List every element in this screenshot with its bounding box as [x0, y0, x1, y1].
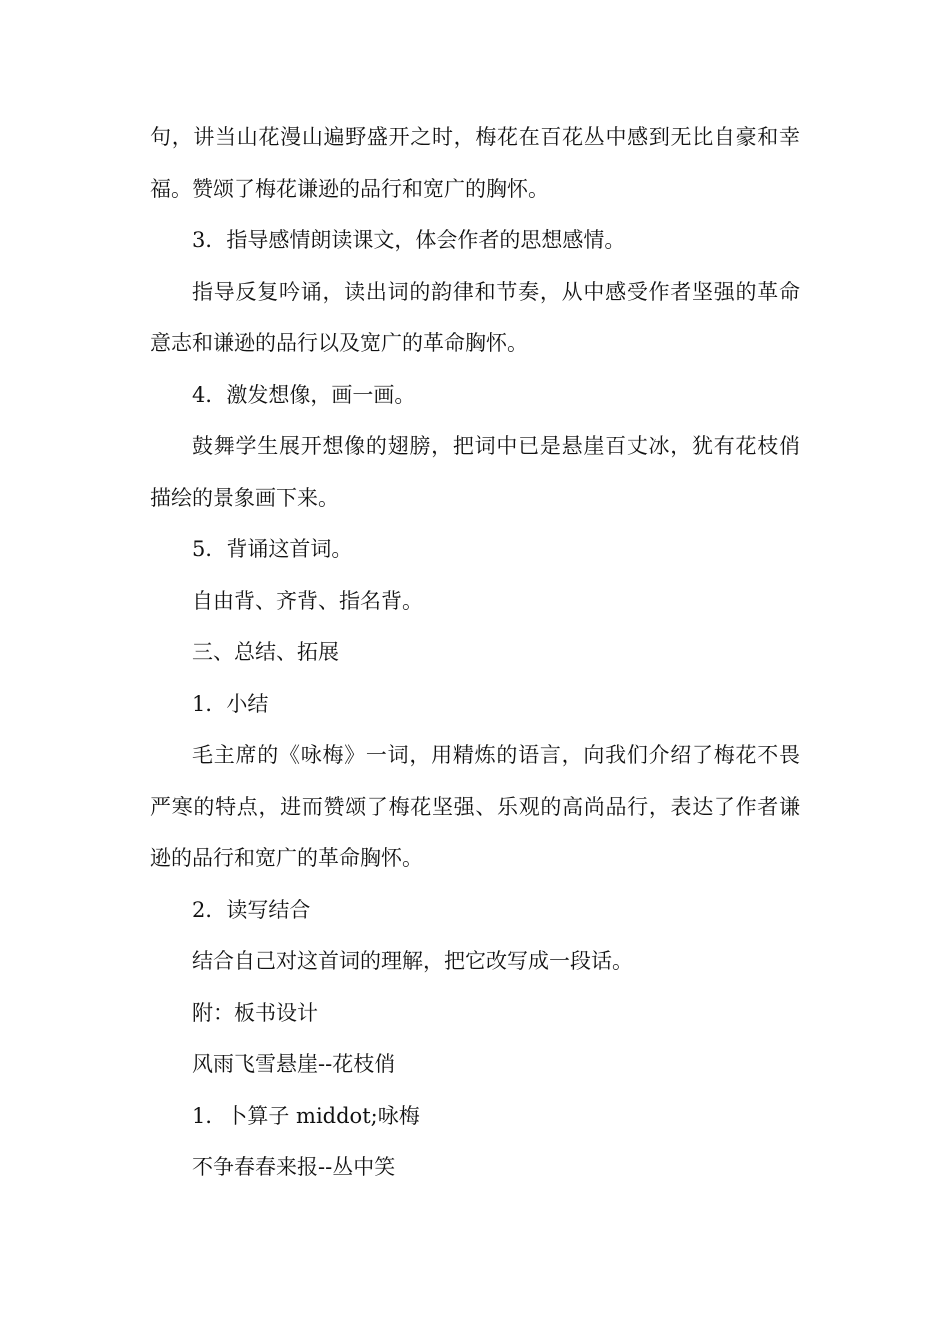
paragraph-1: 句，讲当山花漫山遍野盛开之时，梅花在百花丛中感到无比自豪和幸福。赞颂了梅花谦逊的品行和宽广的胸怀。	[150, 125, 800, 201]
board-design-heading: 附：板书设计	[192, 1000, 318, 1025]
paragraph-5: 鼓舞学生展开想像的翅膀，把词中已是悬崖百丈冰，犹有花枝俏描绘的景象画下来。	[150, 434, 800, 510]
paragraph-4: 4．激发想像，画一画。	[192, 382, 416, 407]
board-line-3: 不争春春来报--丛中笑	[192, 1155, 396, 1179]
document-body	[150, 112, 800, 1194]
section-heading-summary: 三、总结、拓展	[192, 640, 339, 664]
paragraph-6: 5．背诵这首词。	[192, 537, 353, 561]
board-line-1: 风雨飞雪悬崖--花枝俏	[192, 1052, 396, 1076]
paragraph-2: 3．指导感情朗读课文，体会作者的思想感情。	[192, 228, 626, 252]
paragraph-7: 自由背、齐背、指名背。	[192, 588, 423, 613]
paragraph-3: 指导反复吟诵，读出词的韵律和节奏，从中感受作者坚强的革命意志和谦逊的品行以及宽广的革命胸怀。	[150, 279, 800, 355]
paragraph-10: 毛主席的《咏梅》一词，用精炼的语言，向我们介绍了梅花不畏严寒的特点，进而赞颂了梅花坚强、乐观的高尚品行，表达了作者谦逊的品行和宽广的革命胸怀。	[150, 743, 800, 870]
paragraph-12: 结合自己对这首词的理解，把它改写成一段话。	[192, 949, 633, 973]
paragraph-11: 2．读写结合	[192, 897, 311, 922]
paragraph-9: 1．小结	[192, 691, 269, 716]
board-line-2: 1．卜算子 middot;咏梅	[192, 1103, 420, 1128]
